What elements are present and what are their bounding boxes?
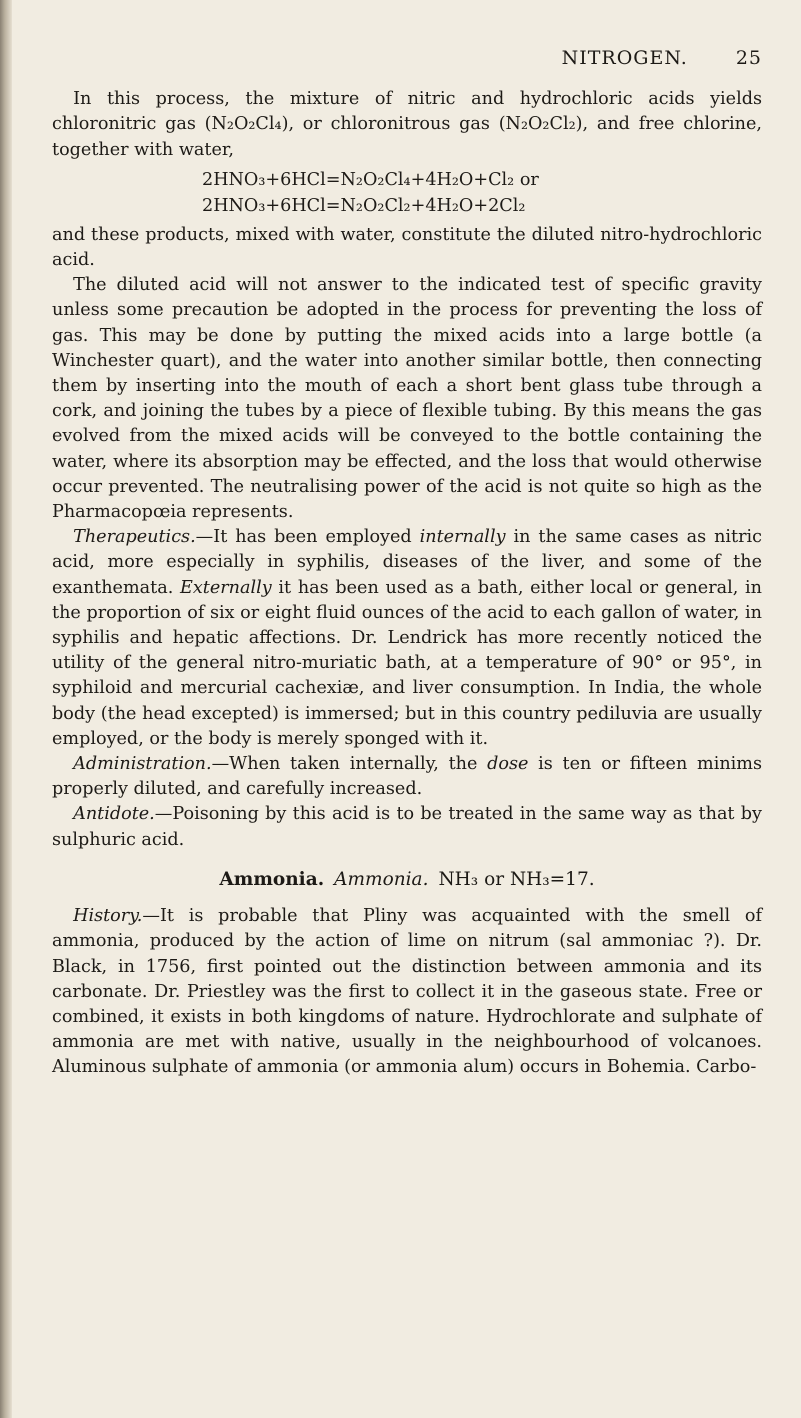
history-text: —It is probable that Pliny was acquainted with the smell of ammonia, produced by the action of lime on nitrum (sal ammoniac ?). Dr. Black, in 1756, first pointed out the distinction between ammonia and its carbonate. Dr. Priestley was the first to collect it in the gaseous state. Free or combined, it exists in both kingdoms of nature. Hydrochlorate and sulphate of ammonia are met with native, usually in the neighbourhood of volcanoes. Aluminous sulphate of ammonia (or ammonia alum) occurs in Bohemia. Carbo- <box>52 906 762 1078</box>
equation-1: 2HNO₃+6HCl=N₂O₂Cl₄+4H₂O+Cl₂ or <box>202 169 539 190</box>
antidote-text: —Poisoning by this acid is to be treated in the same way as that by sulphuric acid. <box>52 804 762 850</box>
administration-text-1: —When taken internally, the <box>211 754 488 775</box>
administration-emphasis-dose: dose <box>487 754 529 775</box>
section-heading-ammonia <box>52 867 762 892</box>
equation-2: 2HNO₃+6HCl=N₂O₂Cl₂+4H₂O+2Cl₂ <box>202 195 526 216</box>
paragraph-antidote <box>52 802 762 852</box>
book-gutter-shadow <box>0 0 12 1418</box>
administration-text-2: is ten or fifteen minims properly diluted, and carefully increased. <box>52 754 762 800</box>
therapeutics-text-1: —It has been employed <box>195 527 420 548</box>
therapeutics-emphasis-internally: internally <box>419 527 506 548</box>
paragraph-therapeutics <box>52 525 762 752</box>
running-head-title: NITROGEN. <box>561 47 688 69</box>
equations-block <box>202 167 762 219</box>
paragraph-administration <box>52 752 762 802</box>
administration-label: Administration. <box>73 754 212 775</box>
antidote-label: Antidote. <box>73 804 155 825</box>
therapeutics-label: Therapeutics. <box>73 527 196 548</box>
ammonia-heading-bold: Ammonia. <box>219 868 325 890</box>
page-number: 25 <box>735 47 762 69</box>
ammonia-heading-italic: Ammonia. <box>334 868 429 890</box>
paragraph-products: and these products, mixed with water, constitute the diluted nitro-hydrochloric acid. <box>52 224 762 271</box>
book-page <box>52 46 762 1081</box>
therapeutics-text-2: in the same cases as nitric acid, more especially in syphilis, diseases of the liver, and some of the exanthemata. <box>52 527 762 598</box>
paragraph-history <box>52 904 762 1080</box>
ammonia-heading-formula: NH₃ or NH₃=17. <box>438 868 595 890</box>
paragraph-chloronitric: In this process, the mixture of nitric and hydrochloric acids yields chloronitric gas (N₂O₂Cl₄), or chloronitrous gas (N₂O₂Cl₂), and free chlorine, together with water, <box>52 89 762 160</box>
history-label: History. <box>73 906 143 927</box>
paragraph-specific-gravity: The diluted acid will not answer to the indicated test of specific gravity unless some precaution be adopted in the process for preventing the loss of gas. This may be done by putting the mixed acids into a large bottle (a Winchester quart), and the water into another similar bottle, then connecting them by inserting into the mouth of each a short bent glass tube through a cork, and joining the tubes by a piece of flexible tubing. By this means the gas evolved from the mixed acids will be conveyed to the bottle containing the water, where its absorption may be effected, and the loss that would otherwise occur prevented. The neutralising power of the acid is not quite so high as the Pharmacopœia represents. <box>52 275 762 523</box>
therapeutics-emphasis-externally: Externally <box>180 577 272 598</box>
therapeutics-text-3: it has been used as a bath, either local or general, in the proportion of six or eight fluid ounces of the acid to each gallon of water, in syphilis and hepatic affections. Dr. Lendrick has more recently noticed the utility of the general nitro-muriatic bath, at a temperature of 90° or 95°, in syphiloid and mercurial cachexiæ, and liver consumption. In India, the whole body (the head excepted) is immersed; but in this country pediluvia are usually employed, or the body is merely sponged with it. <box>52 577 762 749</box>
running-head <box>52 46 762 71</box>
